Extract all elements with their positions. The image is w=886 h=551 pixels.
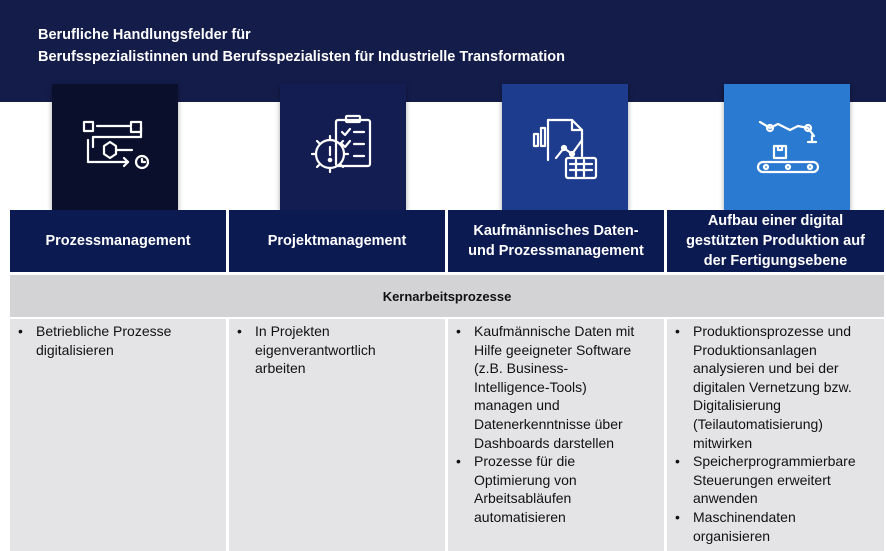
core-processes-label: Kernarbeitsprozesse bbox=[382, 288, 512, 304]
tile-data-management bbox=[502, 84, 628, 210]
process-flow-icon bbox=[52, 84, 178, 210]
list-item: • Speicherprogrammierbare Steuerungen erweitert anwenden bbox=[667, 452, 884, 508]
list-item: • In Projekten eigenverantwortlich arbeiten bbox=[229, 322, 445, 378]
tile-process-management bbox=[52, 84, 178, 210]
banner-title bbox=[38, 24, 565, 68]
tile-project-management bbox=[280, 84, 406, 210]
column-header-production bbox=[667, 210, 884, 272]
column-header-label: Prozessmanagement bbox=[45, 233, 191, 249]
column-process-management bbox=[10, 319, 226, 551]
tile-production bbox=[724, 84, 850, 210]
list-item: • Betriebliche Prozesse digitalisieren bbox=[10, 322, 226, 359]
column-project-management bbox=[229, 319, 445, 551]
core-processes-header bbox=[10, 275, 884, 317]
list-item: • Prozesse für die Optimierung von Arbeitsabläufen automatisieren bbox=[448, 452, 664, 526]
list-item: • Maschinendaten organisieren bbox=[667, 508, 884, 545]
project-gear-checklist-icon bbox=[280, 84, 406, 210]
column-production bbox=[667, 319, 884, 551]
column-header-label: Kaufmännisches Daten- und Prozessmanagement bbox=[468, 223, 644, 259]
list-item: • Produktionsprozesse und Produktionsanlagen analysieren und bei der digitalen Vernetzung bzw. Digitalisierung (Teilautomatisierung) mitwirken bbox=[667, 322, 884, 452]
banner-title-line-2: Berufsspezialistinnen und Berufsspezialisten für Industrielle Transformation bbox=[38, 49, 565, 65]
banner-title-line-1: Berufliche Handlungsfelder für bbox=[38, 27, 251, 43]
data-analytics-document-icon bbox=[502, 84, 628, 210]
robot-arm-conveyor-icon bbox=[724, 84, 850, 210]
column-header-data-management bbox=[448, 210, 664, 272]
column-header-label: Projektmanagement bbox=[267, 233, 407, 249]
column-header-project-management bbox=[229, 210, 445, 272]
list-item: • Kaufmännische Daten mit Hilfe geeigneter Software (z.B. Business- Intelligence-Tools) managen und Datenerkenntnisse über Dashboards darstellen bbox=[448, 322, 664, 452]
column-header-label: Aufbau einer digital gestützten Produktion auf der Fertigungsebene bbox=[686, 213, 865, 269]
column-header-process-management bbox=[10, 210, 226, 272]
column-data-management bbox=[448, 319, 664, 551]
